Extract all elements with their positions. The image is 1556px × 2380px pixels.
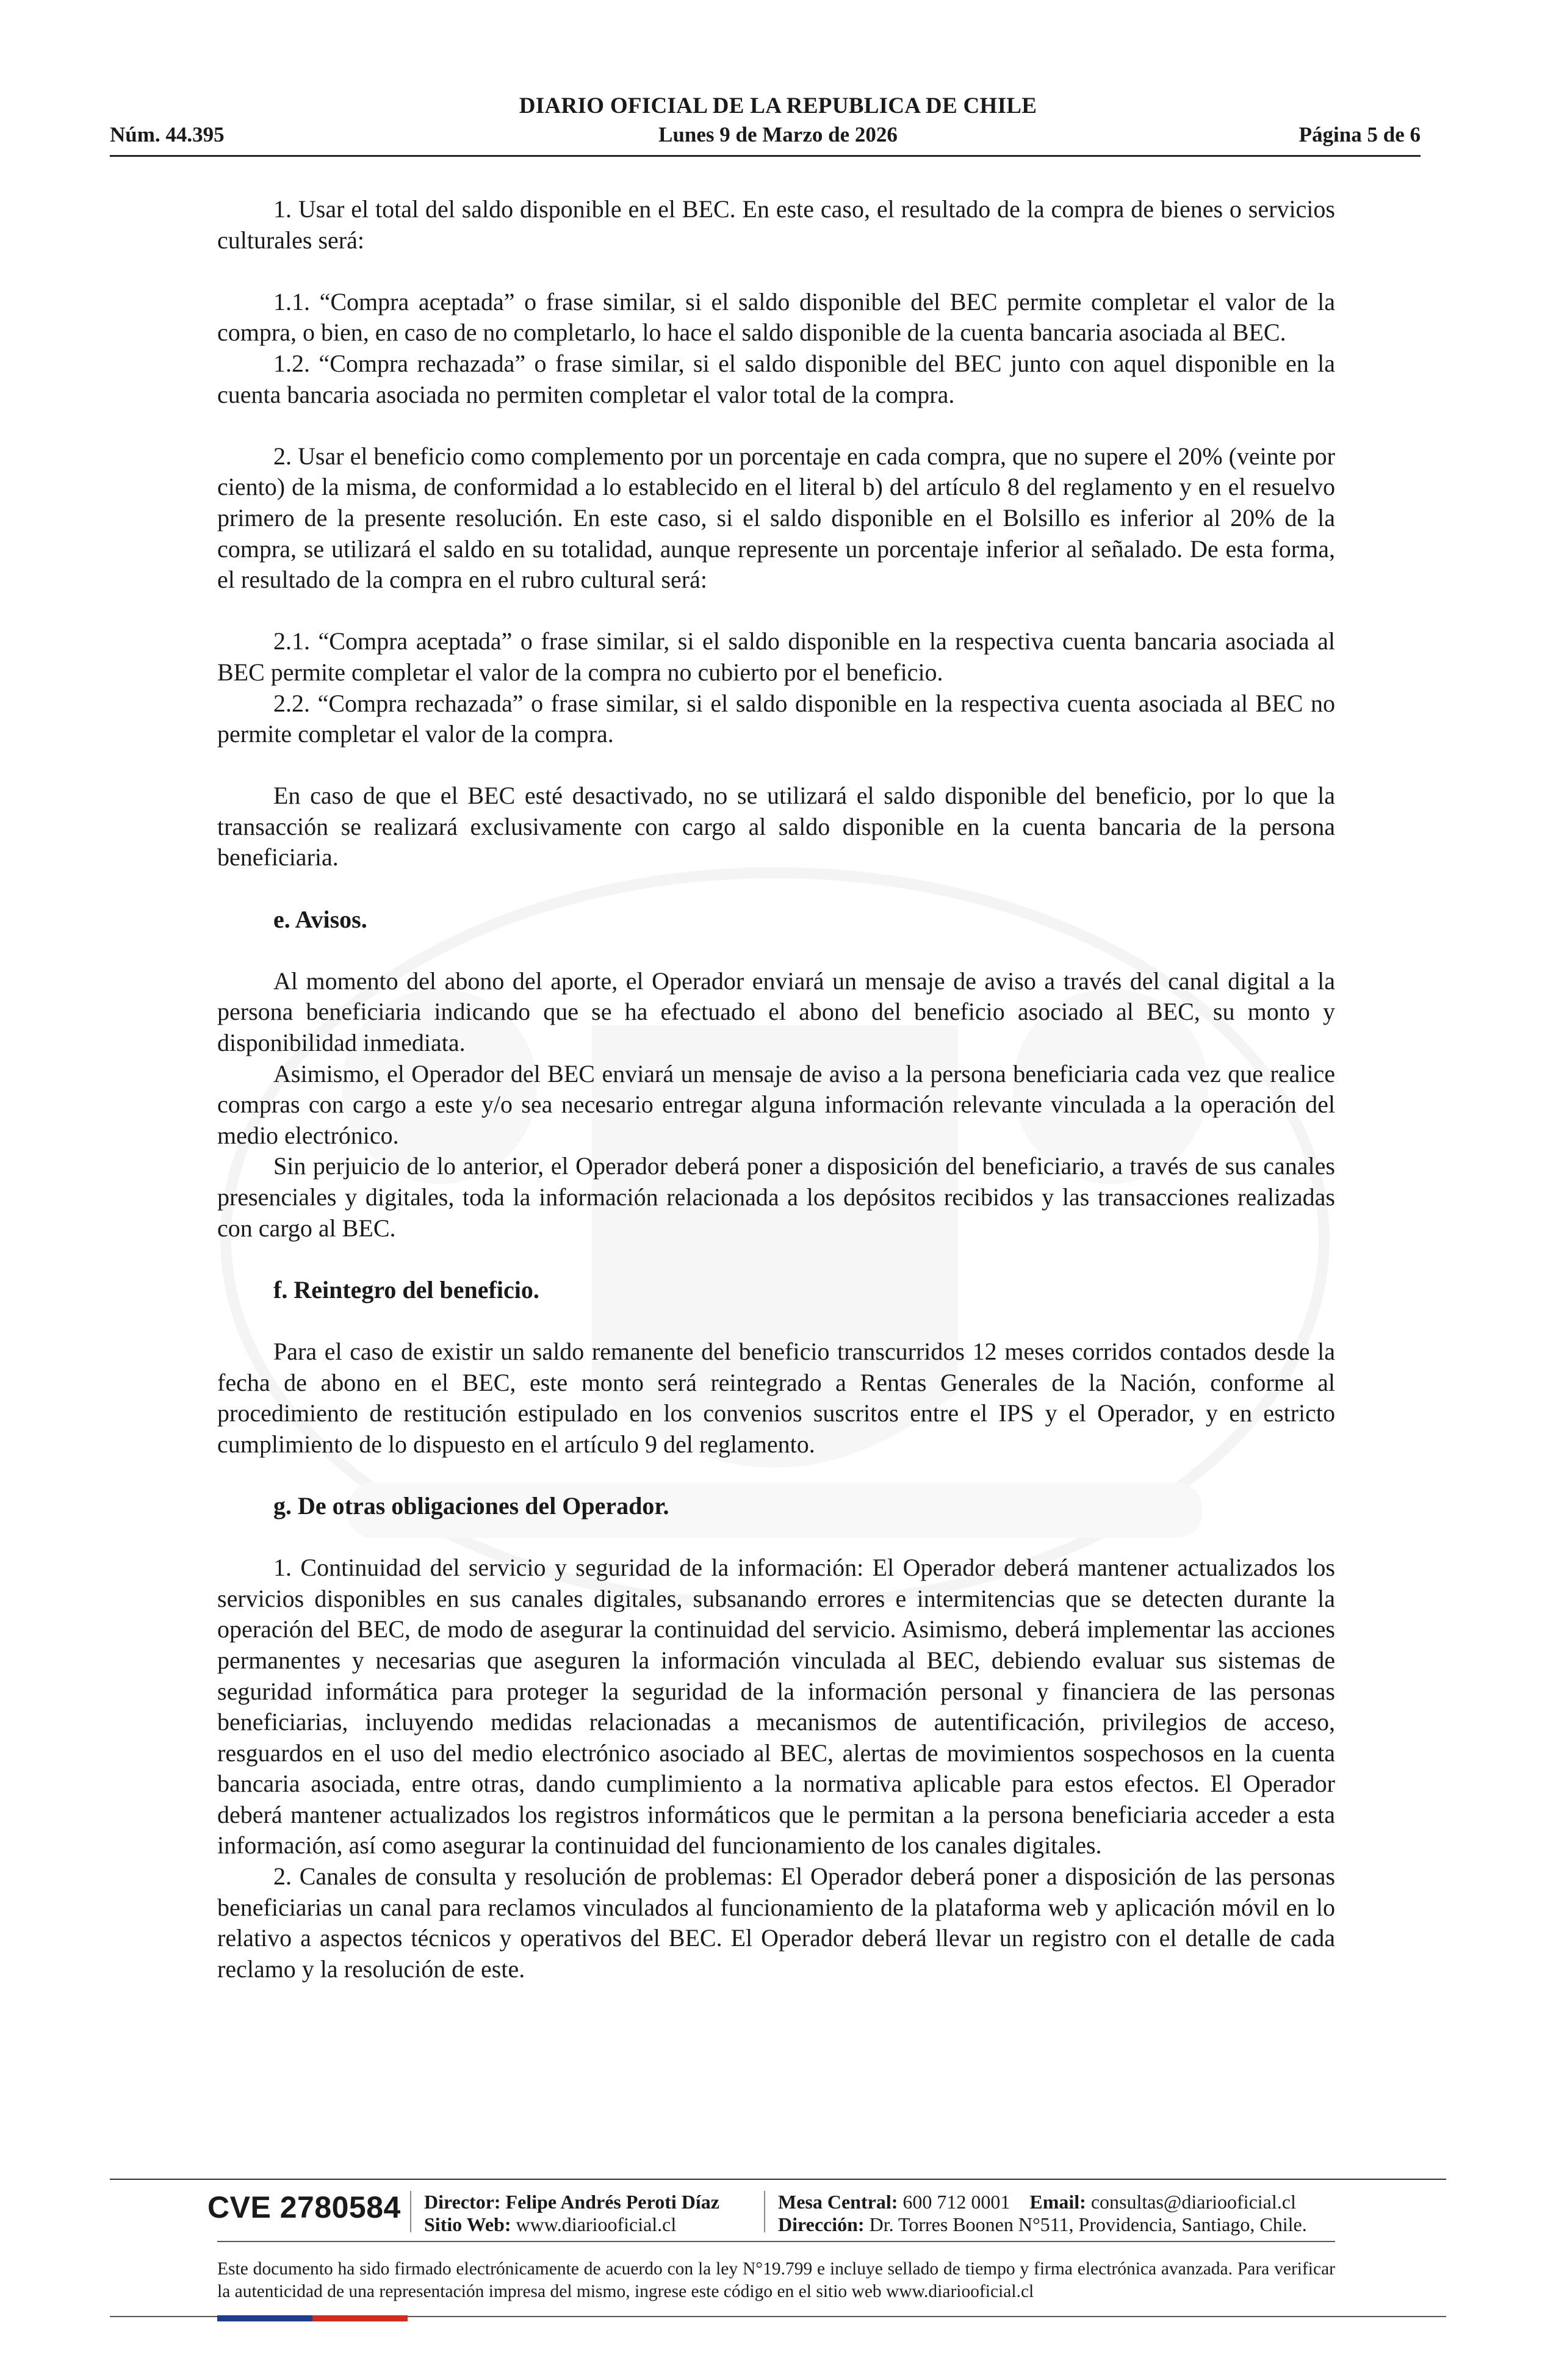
paragraph-spacer [217, 1244, 1335, 1275]
paragraph-spacer [217, 1305, 1335, 1336]
email-label: Email: [1029, 2191, 1086, 2213]
paragraph: 1. Usar el total del saldo disponible en el BEC. En este caso, el resultado de la compra de bienes o servicios culturales será: [217, 195, 1335, 254]
mesa-phone: 600 712 0001 [902, 2191, 1010, 2213]
paragraph: Al momento del abono del aporte, el Operador enviará un mensaje de aviso a través del canal digital a la persona beneficiaria indicando que se ha efectuado el abono del beneficio asociado al BEC, su monto y disponibilidad inmediata. [217, 967, 1335, 1057]
email-link[interactable]: consultas@diariooficial.cl [1090, 2191, 1296, 2213]
footer-director-block [424, 2191, 719, 2236]
paragraph: 2. Canales de consulta y resolución de problemas: El Operador deberá poner a disposición de las personas beneficiarias un canal para reclamos vinculados al funcionamiento de la plataforma web y aplicación móvil en lo relativo a aspectos técnicos y operativos del BEC. El Operador deberá llevar un registro con el detalle de cada reclamo y la resolución de este. [217, 1863, 1335, 1983]
address-label: Dirección: [778, 2213, 865, 2235]
section-heading: e. Avisos. [273, 905, 367, 933]
paragraph-spacer [217, 750, 1335, 781]
paragraph: 1.2. “Compra rechazada” o frase similar, si el saldo disponible del BEC junto con aquel disponible en la cuenta bancaria asociada no permiten completar el valor total de la compra. [217, 349, 1335, 408]
website-link[interactable]: www.diariooficial.cl [516, 2213, 677, 2235]
paragraph: 1.1. “Compra aceptada” o frase similar, si el saldo disponible del BEC permite completar el valor de la compra, o bien, en caso de no completarlo, lo hace el saldo disponible de la cuenta bancaria asociada al BEC. [217, 287, 1335, 347]
paragraph: Sin perjuicio de lo anterior, el Operador deberá poner a disposición del beneficiario, a través de sus canales presenciales y digitales, toda la información relacionada a los depósitos recibidos y las transacciones realizadas con cargo al BEC. [217, 1152, 1335, 1242]
flag-red-segment [312, 2315, 408, 2321]
paragraph: 2. Usar el beneficio como complemento por un porcentaje en cada compra, que no supere el 20% (veinte por ciento) de la misma, de conformidad a lo establecido en el literal b) del artículo 8 del reglamento y en el resuelvo primero de la presente resolución. En este caso, si el saldo disponible en el Bolsillo es inferior al 20% de la compra, se utilizará el saldo en su totalidad, aunque represente un porcentaje inferior al señalado. De esta forma, el resultado de la compra en el rubro cultural será: [217, 442, 1335, 594]
paragraph: En caso de que el BEC esté desactivado, no se utilizará el saldo disponible del beneficio, por lo que la transacción se realizará exclusivamente con cargo al saldo disponible en la cuenta bancaria de la persona beneficiaria. [217, 782, 1335, 871]
director-name: Felipe Andrés Peroti Díaz [505, 2191, 719, 2213]
mesa-label: Mesa Central: [778, 2191, 898, 2213]
footer-divider-mid [217, 2241, 1335, 2242]
signature-note: Este documento ha sido firmado electrónicamente de acuerdo con la ley N°19.799 e incluye sellado de tiempo y firma electrónica avanzada. Para verificar la autenticidad de una representación impresa del mismo, ingrese este código en el sitio web www.diariooficial.cl [217, 2259, 1335, 2301]
paragraph: Asimismo, el Operador del BEC enviará un mensaje de aviso a la persona beneficiaria cada vez que realice compras con cargo a este y/o sea necesario entregar alguna información relevante vinculada a la operación del medio electrónico. [217, 1059, 1335, 1149]
paragraph-spacer [217, 1460, 1335, 1491]
footer-separator [410, 2191, 411, 2232]
issue-date: Lunes 9 de Marzo de 2026 [658, 123, 898, 146]
paragraph-spacer [217, 256, 1335, 287]
paragraph-spacer [217, 410, 1335, 441]
address-text: Dr. Torres Boonen N°511, Providencia, Santiago, Chile. [869, 2213, 1307, 2235]
paragraph-spacer [217, 596, 1335, 627]
paragraph-spacer [217, 935, 1335, 966]
director-label: Director: [424, 2191, 501, 2213]
footer-divider-top [110, 2179, 1446, 2180]
section-heading: f. Reintegro del beneficio. [273, 1275, 539, 1304]
page-number: Página 5 de 6 [1298, 123, 1421, 146]
paragraph: 2.2. “Compra rechazada” o frase similar, si el saldo disponible en la respectiva cuenta asociada al BEC no permite completar el valor de la compra. [217, 689, 1335, 748]
website-label: Sitio Web: [424, 2213, 511, 2235]
section-heading: g. De otras obligaciones del Operador. [273, 1491, 669, 1520]
paragraph-spacer [217, 1522, 1335, 1553]
issue-number: Núm. 44.395 [110, 123, 225, 146]
gazette-title: DIARIO OFICIAL DE LA REPUBLICA DE CHILE [519, 93, 1037, 118]
document-body [217, 194, 1335, 1985]
flag-stripe [217, 2315, 408, 2321]
paragraph-spacer [217, 873, 1335, 904]
footer-contact-block [778, 2191, 1307, 2236]
paragraph: 2.1. “Compra aceptada” o frase similar, si el saldo disponible en la respectiva cuenta bancaria asociada al BEC permite completar el valor de la compra no cubierto por el beneficio. [217, 627, 1335, 686]
flag-blue-segment [217, 2315, 312, 2321]
header-divider [110, 155, 1421, 157]
paragraph: 1. Continuidad del servicio y seguridad de la información: El Operador deberá mantener actualizados los servicios disponibles en sus canales digitales, subsanando errores e intermitencias que se detecten durante la operación del BEC, de modo de asegurar la continuidad del servicio. Asimismo, deberá implementar las acciones permanentes y necesarias que aseguren la información vinculada al BEC, debiendo evaluar sus sistemas de seguridad informática para proteger la seguridad de la información personal y financiera de las personas beneficiarias, incluyendo medidas relacionadas a mecanismos de autentificación, privilegios de acceso, resguardos en el uso del medio electrónico asociado al BEC, alertas de movimientos sospechosos en la cuenta bancaria asociada, entre otras, dando cumplimiento a la normativa aplicable para estos efectos. El Operador deberá mantener actualizados los registros informáticos que le permitan a la persona beneficiaria acceder a esta información, así como asegurar la continuidad del funcionamiento de los canales digitales. [217, 1554, 1335, 1859]
cve-code: CVE 2780584 [207, 2190, 401, 2224]
paragraph: Para el caso de existir un saldo remanente del beneficio transcurridos 12 meses corridos contados desde la fecha de abono en el BEC, este monto será reintegrado a Rentas Generales de la Nación, conforme al procedimiento de restitución estipulado en los convenios suscritos entre el IPS y el Operador, y en estricto cumplimiento de lo dispuesto en el artículo 9 del reglamento. [217, 1337, 1335, 1458]
footer-separator [764, 2191, 765, 2232]
